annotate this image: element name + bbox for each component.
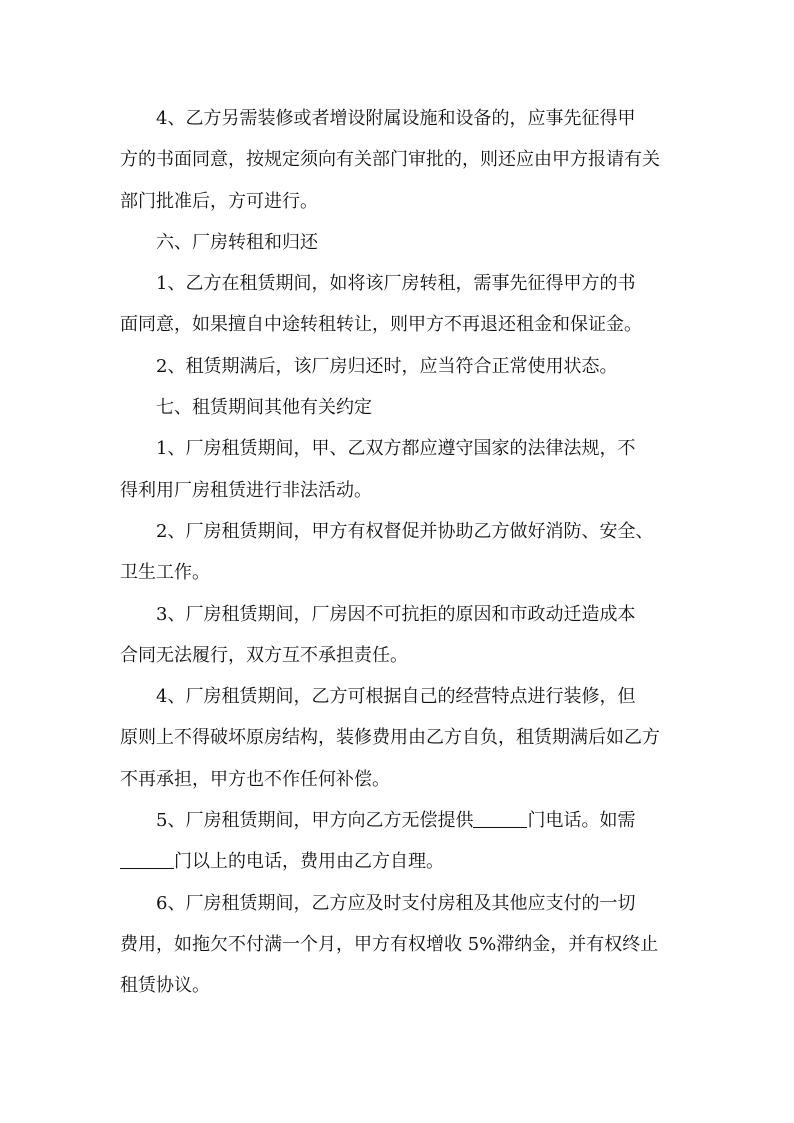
section-heading (120, 222, 680, 263)
text-line: 卫生工作。 (120, 562, 210, 584)
clause-paragraph (120, 98, 680, 222)
clause-text: 门以上的电话，费用由乙方自理。 (174, 851, 444, 873)
heading-text: 六、厂房转租和归还 (156, 231, 318, 253)
clause-paragraph (120, 263, 680, 346)
clause-text: 门电话。如需 (527, 810, 636, 832)
text-line: 1、厂房租赁期间，甲、乙双方都应遵守国家的法律法规，不 (156, 438, 636, 460)
clause-paragraph (120, 883, 680, 1007)
text-line: 费用，如拖欠不付满一个月，甲方有权增收 5%滞纳金，并有权终止 (120, 933, 659, 955)
clause-paragraph (120, 594, 680, 677)
section-heading (120, 387, 680, 428)
heading-text: 七、租赁期间其他有关约定 (156, 397, 372, 419)
text-line (84, 841, 680, 882)
document-body (120, 98, 680, 1007)
clause-text: 5、厂房租赁期间，甲方向乙方无偿提供 (156, 810, 474, 832)
text-line: 2、租赁期满后，该厂房归还时，应当符合正常使用状态。 (156, 355, 618, 377)
text-line: 面同意，如果擅自中途转租转让，则甲方不再退还租金和保证金。 (120, 314, 642, 336)
text-line: 2、厂房租赁期间，甲方有权督促并协助乙方做好消防、安全、 (156, 520, 654, 542)
text-line: 得利用厂房租赁进行非法活动。 (120, 479, 372, 501)
clause-paragraph (120, 800, 680, 883)
fill-in-blank[interactable] (120, 850, 174, 869)
fill-in-blank[interactable] (473, 809, 527, 828)
text-line: 4、乙方另需装修或者增设附属设施和设备的，应事先征得甲 (156, 108, 636, 129)
text-line: 3、厂房租赁期间，厂房因不可抗拒的原因和市政动迁造成本 (156, 603, 636, 625)
text-line: 原则上不得破坏原房结构，装修费用由乙方自负，租赁期满后如乙方 (120, 727, 660, 749)
text-line: 6、厂房租赁期间，乙方应及时支付房租及其他应支付的一切 (156, 892, 636, 914)
text-line: 部门批准后，方可进行。 (120, 190, 318, 212)
text-line: 不再承担，甲方也不作任何补偿。 (120, 768, 390, 790)
text-line: 租赁协议。 (120, 975, 210, 997)
text-line (120, 800, 680, 841)
clause-paragraph (120, 346, 680, 387)
clause-paragraph (120, 511, 680, 594)
text-line: 方的书面同意，按规定须向有关部门审批的，则还应由甲方报请有关 (120, 149, 660, 171)
text-line: 4、厂房租赁期间，乙方可根据自己的经营特点进行装修，但 (156, 686, 636, 708)
text-line: 1、乙方在租赁期间，如将该厂房转租，需事先征得甲方的书 (156, 273, 636, 295)
clause-paragraph (120, 676, 680, 800)
clause-paragraph (120, 428, 680, 511)
text-line: 合同无法履行，双方互不承担责任。 (120, 644, 408, 666)
